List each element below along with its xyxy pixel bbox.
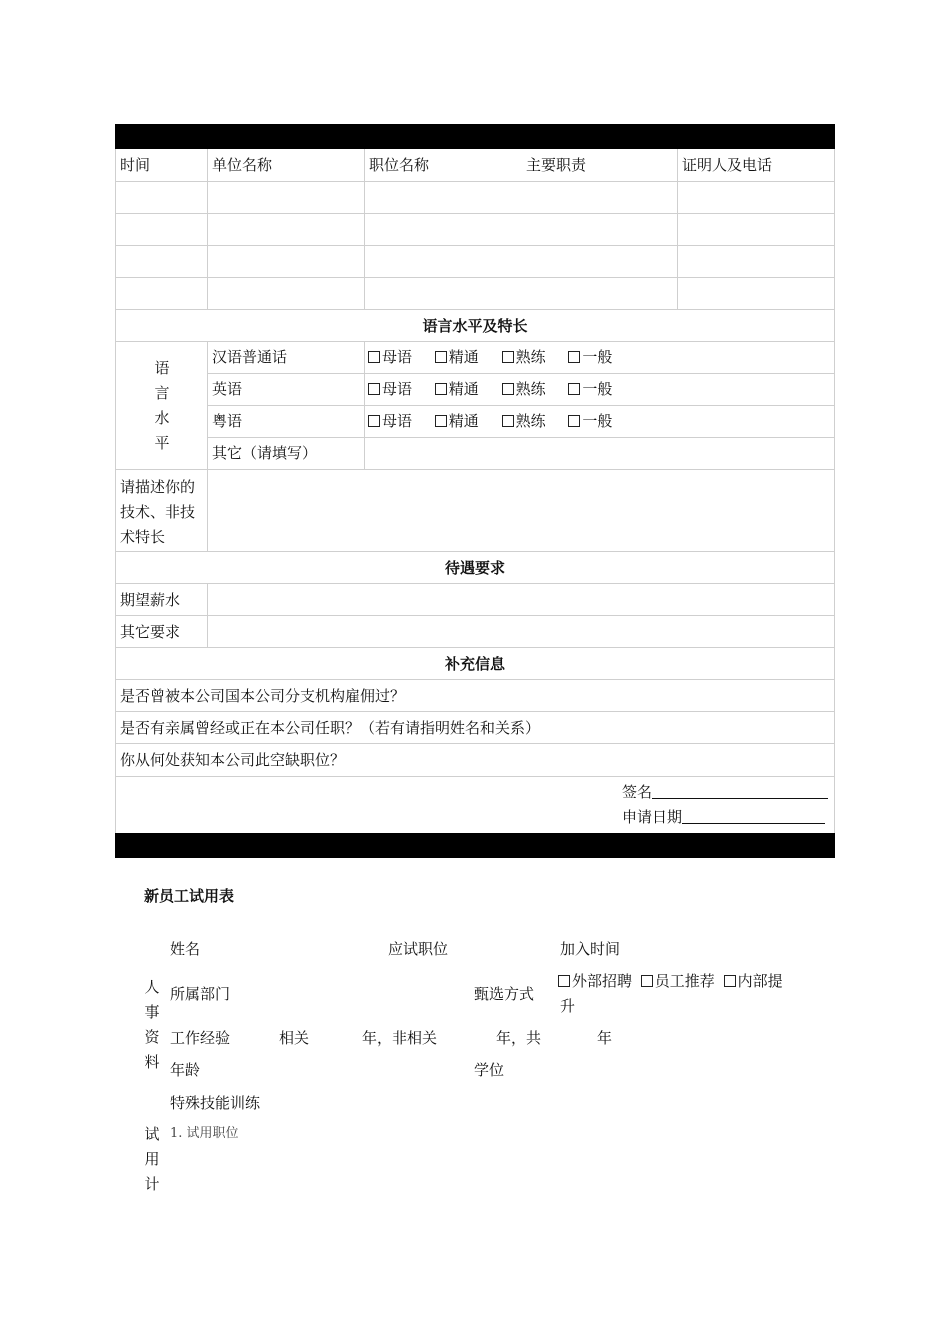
checkbox-native[interactable]: 母语 [368, 380, 412, 398]
year-label: 年 [597, 1029, 613, 1047]
signature-label: 签名 [622, 783, 653, 801]
checkbox-external[interactable]: 外部招聘 [558, 972, 632, 990]
table-right-border [834, 149, 835, 833]
checkbox-icon [435, 351, 447, 363]
checkbox-icon [368, 415, 380, 427]
header-company: 单位名称 [212, 156, 273, 174]
checkbox-fluent[interactable]: 熟练 [502, 380, 546, 398]
english-options [368, 379, 630, 399]
checkbox-proficient[interactable]: 精通 [435, 412, 479, 430]
position-label: 应试职位 [388, 940, 449, 958]
checkbox-basic[interactable]: 一般 [568, 348, 612, 366]
year-unrelated-label: 年，非相关 [362, 1029, 438, 1047]
date-input[interactable] [682, 808, 825, 824]
language-side-label: 语 言 水 平 [154, 359, 170, 452]
language-name-other: 其它（请填写） [212, 444, 318, 462]
checkbox-proficient[interactable]: 精通 [435, 380, 479, 398]
checkbox-basic[interactable]: 一般 [568, 380, 612, 398]
compensation-section-title: 待遇要求 [444, 559, 505, 577]
selection-wrap-text: 升 [560, 997, 576, 1015]
language-section-title: 语言水平及特长 [422, 317, 528, 335]
signature-input[interactable] [652, 783, 828, 799]
table-left-border [115, 149, 116, 833]
other-requirements-label: 其它要求 [120, 623, 181, 641]
checkbox-icon [435, 383, 447, 395]
language-name-mandarin: 汉语普通话 [212, 348, 288, 366]
signature-row [622, 782, 828, 802]
language-name-cantonese: 粤语 [212, 412, 243, 430]
checkbox-icon [502, 351, 514, 363]
date-row [622, 807, 825, 827]
header-position: 职位名称 [369, 156, 430, 174]
supplement-section-title: 补充信息 [444, 655, 505, 673]
other-language-input[interactable] [365, 438, 835, 469]
mandarin-options [368, 347, 630, 367]
header-reference: 证明人及电话 [682, 156, 773, 174]
bottom-black-bar [115, 833, 835, 858]
work-history-input-row[interactable] [115, 214, 835, 245]
expected-salary-input[interactable] [208, 584, 835, 615]
language-name-english: 英语 [212, 380, 243, 398]
checkbox-basic[interactable]: 一般 [568, 412, 612, 430]
skills-input[interactable] [208, 470, 835, 551]
checkbox-icon [502, 383, 514, 395]
date-label: 申请日期 [622, 808, 683, 826]
work-history-input-row[interactable] [115, 246, 835, 277]
checkbox-internal[interactable]: 内部提 [724, 972, 783, 990]
degree-label: 学位 [474, 1061, 505, 1079]
cantonese-options [368, 411, 630, 431]
checkbox-icon [368, 351, 380, 363]
checkbox-icon [368, 383, 380, 395]
name-label: 姓名 [170, 940, 201, 958]
checkbox-icon [435, 415, 447, 427]
checkbox-proficient[interactable]: 精通 [435, 348, 479, 366]
trial-side-label: 试 用 计 [144, 1125, 160, 1193]
trial-item-1: 1. 试用职位 [170, 1126, 239, 1141]
top-black-bar [115, 124, 835, 149]
checkbox-icon [568, 415, 580, 427]
checkbox-fluent[interactable]: 熟练 [502, 412, 546, 430]
work-history-input-row[interactable] [115, 182, 835, 213]
selection-options [558, 971, 783, 991]
checkbox-native[interactable]: 母语 [368, 348, 412, 366]
checkbox-native[interactable]: 母语 [368, 412, 412, 430]
question-source: 你从何处获知本公司此空缺职位？ [120, 751, 346, 769]
header-duties: 主要职责 [526, 156, 587, 174]
join-time-label: 加入时间 [560, 940, 621, 958]
related-label: 相关 [279, 1029, 310, 1047]
expected-salary-label: 期望薪水 [120, 591, 181, 609]
skills-label: 请描述你的 技术、非技 术特长 [120, 478, 196, 546]
work-history-input-row[interactable] [115, 278, 835, 309]
year-total-label: 年，共 [496, 1029, 542, 1047]
special-training-label: 特殊技能训练 [170, 1094, 261, 1112]
checkbox-icon [568, 383, 580, 395]
checkbox-icon [568, 351, 580, 363]
header-time: 时间 [120, 156, 151, 174]
question-previously-employed: 是否曾被本公司国本公司分支机构雇佣过？ [120, 687, 406, 705]
checkbox-icon [502, 415, 514, 427]
age-label: 年龄 [170, 1061, 201, 1079]
checkbox-icon [724, 975, 736, 987]
question-relatives: 是否有亲属曾经或正在本公司任职？（若有请指明姓名和关系） [120, 719, 541, 737]
checkbox-icon [558, 975, 570, 987]
selection-method-label: 甄选方式 [474, 985, 535, 1003]
trial-form-title: 新员工试用表 [144, 887, 235, 905]
checkbox-icon [641, 975, 653, 987]
checkbox-fluent[interactable]: 熟练 [502, 348, 546, 366]
checkbox-referral[interactable]: 员工推荐 [641, 972, 715, 990]
department-label: 所属部门 [170, 985, 231, 1003]
hr-side-label: 人 事 资 料 [144, 978, 160, 1071]
experience-label: 工作经验 [170, 1029, 231, 1047]
other-requirements-input[interactable] [208, 616, 835, 647]
